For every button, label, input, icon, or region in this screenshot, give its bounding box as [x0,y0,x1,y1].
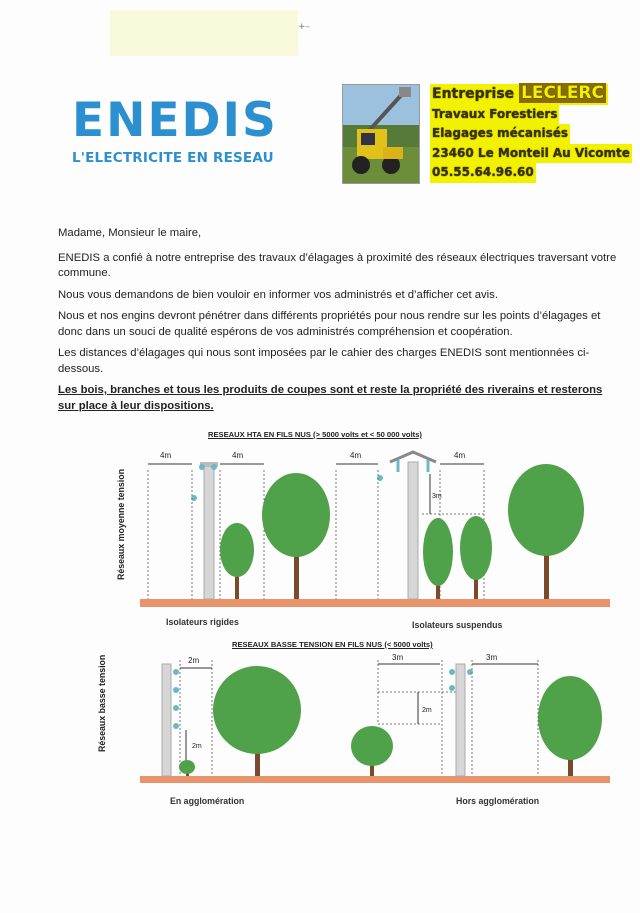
dim-right-1: 4m [350,451,362,460]
greeting: Madame, Monsieur le maire, [58,227,202,239]
hta-title: RESEAUX HTA EN FILS NUS (> 5000 volts et < 50 000 volts) [208,430,422,439]
company-address: 23460 Le Monteil Au Vicomte [430,144,632,164]
company-prefix: Entreprise [432,86,515,102]
dim-vertical: 3m [432,493,442,500]
paragraph-4: Les distances d’élagages qui nous sont imposées par le cahier des charges ENEDIS sont mentionnées ci-dessous. [58,347,590,375]
dim-right-2: 4m [454,451,466,460]
company-phone: 05.55.64.96.60 [430,163,536,183]
company-specialty: Elagages mécanisés [430,124,570,144]
bt-dim-right-h2: 3m [486,653,498,662]
cross-mark: +– [298,22,311,32]
bt-caption-left: En agglomération [170,796,245,806]
paragraph-2: Nous vous demandons de bien vouloir en informer vos administrés et d’afficher cet avis. [58,288,498,301]
bt-caption-right: Hors agglomération [456,796,540,806]
logo-tagline: L'ELECTRICITE EN RESEAU [72,150,274,166]
ground [140,776,610,783]
hta-caption-left: Isolateurs rigides [166,617,239,627]
company-name: LECLERC [521,83,604,103]
hta-side-label: Réseaux moyenne tension [116,469,126,580]
bt-dim-left-v: 2m [192,743,202,750]
hta-caption-right: Isolateurs suspendus [412,620,503,630]
bt-dim-right-h1: 3m [392,653,404,662]
bt-drawing [140,650,610,790]
bt-side-label: Réseaux basse tension [97,654,107,752]
dim-left-1: 4m [160,451,172,460]
paragraph-5: Les bois, branches et tous les produits de coupes sont et reste la propriété des riverains et resterons sur place à leur dispositions. [58,384,603,412]
bt-dim-right-v: 2m [422,707,432,714]
bt-dim-left-h: 2m [188,656,200,665]
company-activity: Travaux Forestiers [430,105,559,125]
paragraph-1: ENEDIS a confié à notre entreprise des travaux d’élagages à proximité des réseaux électriques traversant votre commune. [58,251,617,279]
bt-title: RESEAUX BASSE TENSION EN FILS NUS (< 5000 volts) [232,640,433,649]
logo-word: ENEDIS [72,93,278,148]
dim-left-2: 4m [232,451,244,460]
paragraph-3: Nous et nos engins devront pénétrer dans différents propriétés pour nous rendre sur les points d’élagages et donc dans un souci de qualité espérons de vos administrés compréhension et coopération. [58,310,601,338]
